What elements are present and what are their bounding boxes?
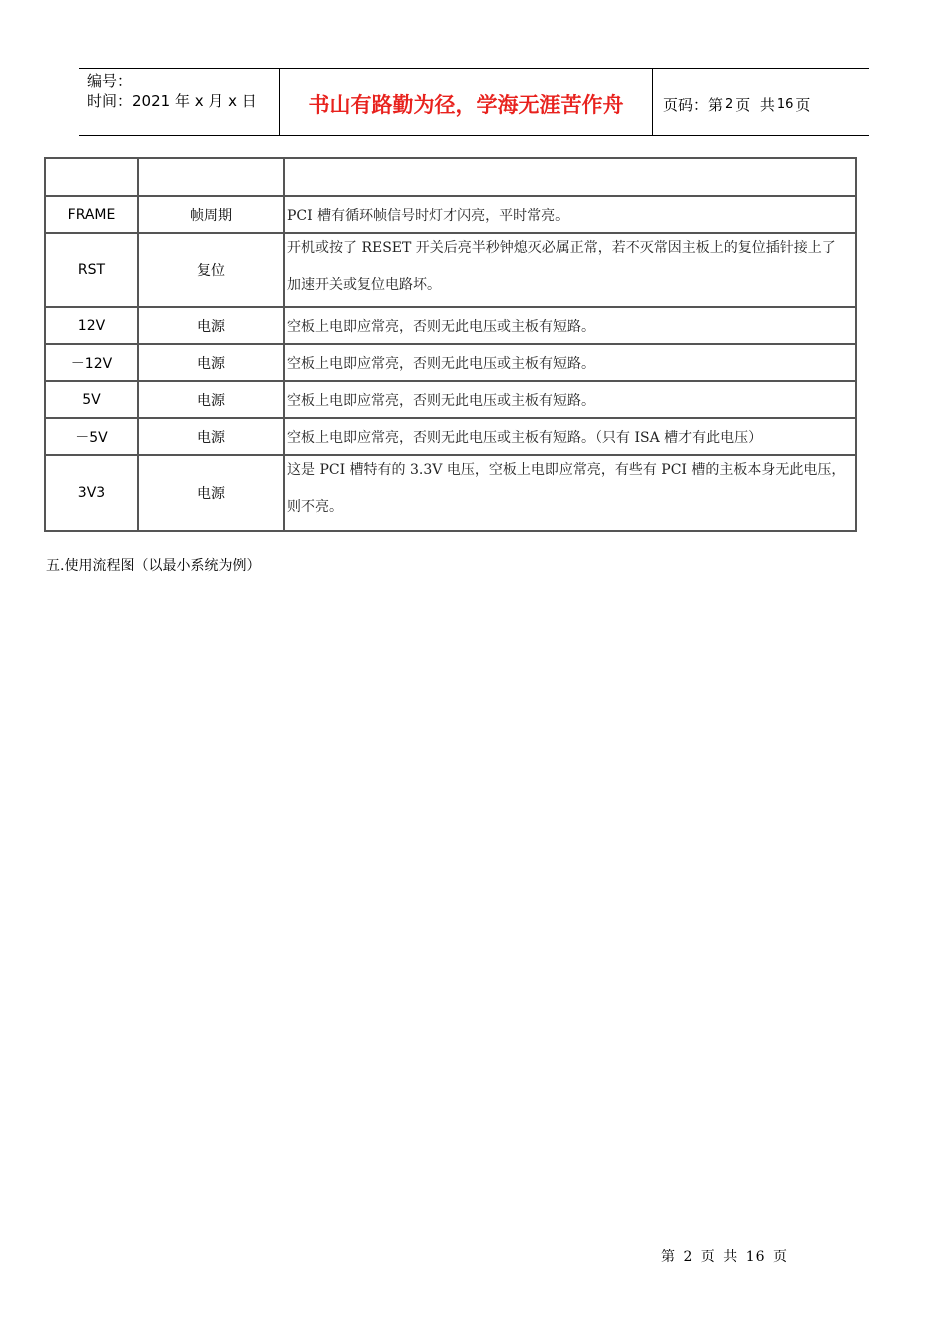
signal-table: [44, 157, 857, 532]
page-footer: 第 2 页 共 16 页: [661, 1249, 788, 1265]
name-cell: 电源: [139, 382, 285, 417]
code-label: 编号：: [87, 72, 133, 90]
header-page-info: [653, 69, 869, 135]
desc-cell: PCI 槽有循环帧信号时灯才闪亮，平时常亮。: [287, 207, 570, 224]
desc-line: 加速开关或复位电路坏。: [287, 277, 441, 293]
desc-line: 这是 PCI 槽特有的 3.3V 电压，空板上电即应常亮，有些有 PCI 槽的主板本身无此电压，: [287, 462, 846, 478]
table-row: [46, 197, 855, 234]
page-header: [79, 68, 869, 136]
table-row: [46, 234, 855, 308]
table-header-cell: [139, 159, 285, 195]
page-total: 16: [776, 96, 794, 112]
desc-cell: 空板上电即应常亮，否则无此电压或主板有短路。（只有 ISA 槽才有此电压）: [287, 429, 763, 446]
name-cell: 电源: [139, 456, 285, 530]
desc-line: 开机或按了 RESET 开关后亮半秒钟熄灭必属正常，若不灭常因主板上的复位插针接上了: [287, 240, 836, 256]
name-cell: 复位: [139, 234, 285, 306]
desc-line: 则不亮。: [287, 499, 343, 515]
desc-cell: 空板上电即应常亮，否则无此电压或主板有短路。: [287, 392, 595, 409]
header-meta: [79, 69, 280, 135]
page-number: 2: [725, 96, 734, 112]
desc-cell: [285, 234, 855, 306]
name-cell: 电源: [139, 419, 285, 454]
name-cell: 电源: [139, 345, 285, 380]
section-title: 五.使用流程图（以最小系统为例）: [46, 558, 261, 574]
signal-cell: 3V3: [46, 456, 139, 530]
table-row: [46, 308, 855, 345]
desc-cell: 空板上电即应常亮，否则无此电压或主板有短路。: [287, 355, 595, 372]
name-cell: 帧周期: [139, 197, 285, 232]
desc-cell: [285, 456, 855, 530]
table-row: [46, 382, 855, 419]
table-row: [46, 456, 855, 530]
signal-cell: 12V: [46, 308, 139, 343]
desc-cell: 空板上电即应常亮，否则无此电压或主板有短路。: [287, 318, 595, 335]
time-label: 时间：2021 年 x 月 x 日: [87, 92, 257, 110]
signal-cell: －12V: [46, 345, 139, 380]
signal-cell: FRAME: [46, 197, 139, 232]
page-prefix: 页码：第: [663, 95, 724, 114]
name-cell: 电源: [139, 308, 285, 343]
table-header-cell: [46, 159, 139, 195]
page-suffix: 页: [795, 95, 811, 114]
signal-cell: RST: [46, 234, 139, 306]
signal-cell: 5V: [46, 382, 139, 417]
header-motto: 书山有路勤为径，学海无涯苦作舟: [280, 69, 653, 135]
table-header-row: [46, 159, 855, 197]
table-header-cell: [285, 159, 855, 195]
table-row: [46, 345, 855, 382]
table-row: [46, 419, 855, 456]
signal-cell: －5V: [46, 419, 139, 454]
page-middle: 页 共: [735, 95, 775, 114]
